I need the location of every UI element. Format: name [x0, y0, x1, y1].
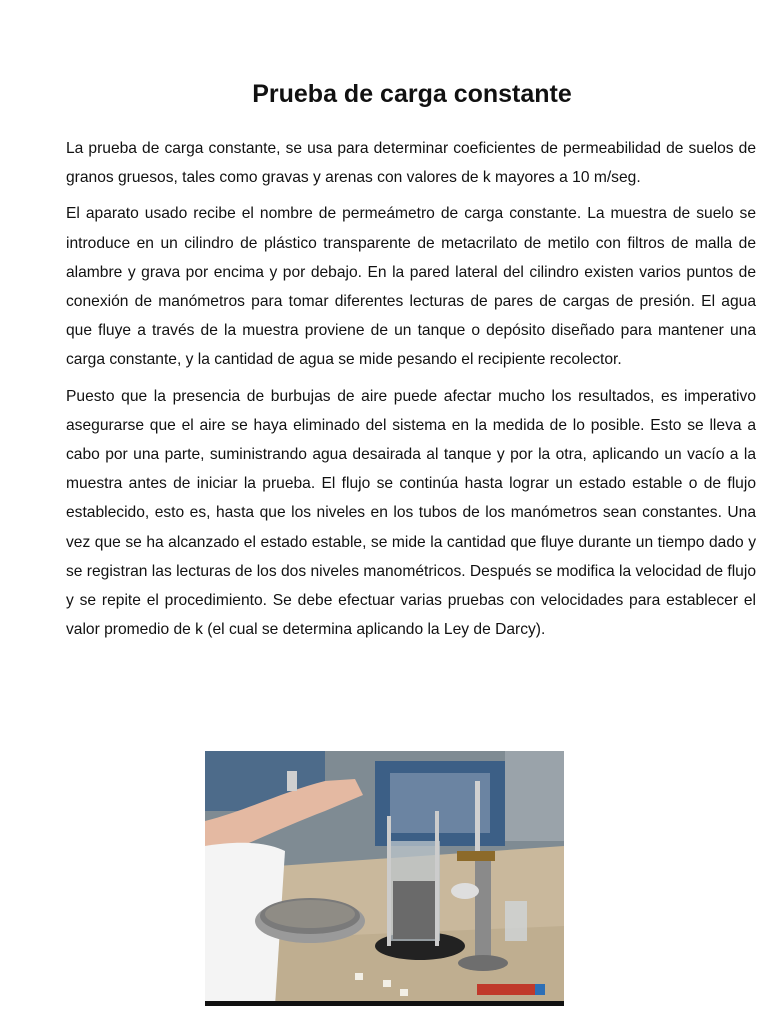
paragraph-intro: La prueba de carga constante, se usa para determinar coeficientes de permeabilidad de suelos de granos gruesos, tales como gravas y arenas con valores de k mayores a 10 m/seg.	[66, 140, 756, 187]
page-title: Prueba de carga constante	[252, 80, 572, 108]
paragraph-apparatus: El aparato usado recibe el nombre de permeámetro de carga constante. La muestra de suelo se introduce en un cilindro de plástico transparente de metacrilato de metilo con filtros de malla de alambre y grava por encima y por debajo. En la pared lateral del cilindro existen varios puntos de conexión de manómetros para tomar diferentes lecturas de pares de cargas de presión. El agua que fluye a través de la muestra proviene de un tanque o depósito diseñado para mantener una carga constante, y la cantidad de agua se mide pesando el recipiente recolector.	[66, 205, 756, 369]
document-body	[66, 134, 756, 651]
paragraph-procedure: Puesto que la presencia de burbujas de aire puede afectar mucho los resultados, es imperativo asegurarse que el aire se haya eliminado del sistema en la medida de lo posible. Esto se lleva a cabo por una parte, suministrando agua desairada al tanque y por la otra, aplicando un vacío a la muestra antes de iniciar la prueba. El flujo se continúa hasta lograr un estado estable o de flujo establecido, esto es, hasta que los niveles en los tubos de los manómetros sean constantes. Una vez que se ha alcanzado el estado estable, se mide la cantidad que fluye durante un tiempo dado y se registran las lecturas de los dos niveles manométricos. Después se modifica la velocidad de flujo y se repite el procedimiento. Se debe efectuar varias pruebas con velocidades para establecer el valor promedio de k (el cual se determina aplicando la Ley de Darcy).	[66, 387, 756, 639]
permeameter-photo	[205, 751, 564, 1006]
